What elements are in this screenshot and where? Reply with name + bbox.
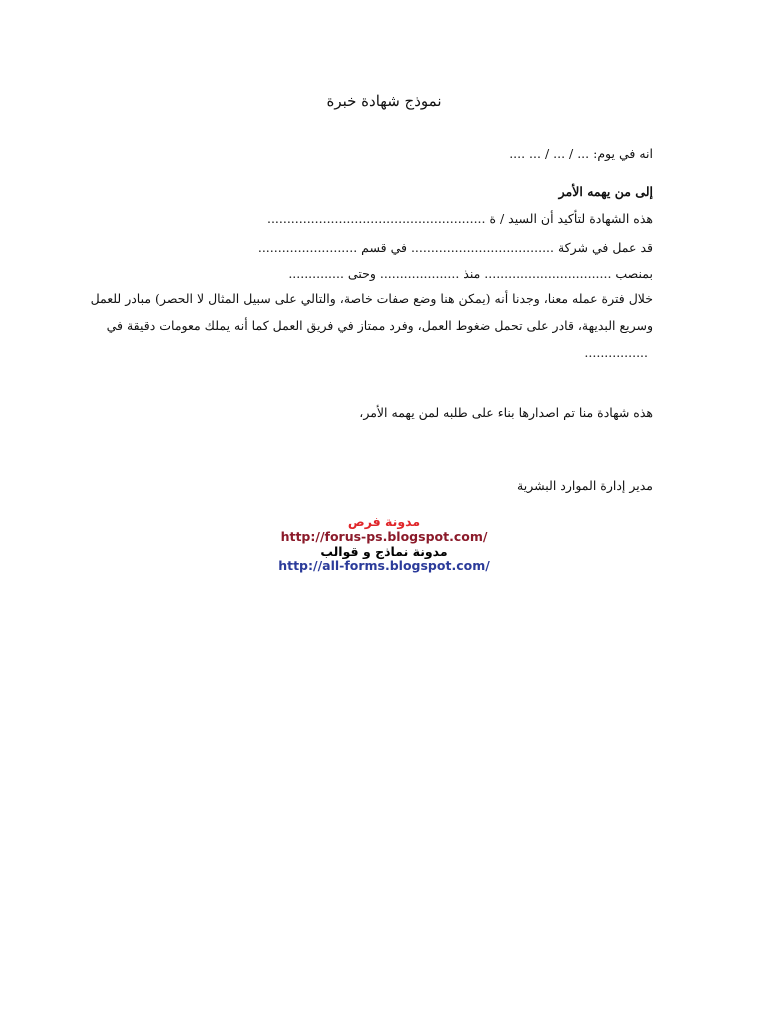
body-line-4: خلال فترة عمله معنا، وجدنا أنه (يمكن هنا وضع صفات خاصة، والتالي على سبيل المثال لا الحصر) مبادر للعمل — [90, 291, 653, 306]
blog1-url-link[interactable]: http://forus-ps.blogspot.com/ — [280, 529, 488, 544]
recipient-line: إلى من يهمه الأمر — [558, 184, 653, 199]
body-line-3: بمنصب ................................ منذ .................... وحتى .............. — [288, 266, 653, 281]
body-line-5: وسريع البديهة، قادر على تحمل ضغوط العمل، وفرد ممتاز في فريق العمل كما أنه يملك معومات دقيقة في — [106, 318, 653, 333]
blog2-name: مدونة نماذج و قوالب — [320, 544, 448, 559]
closing-line: هذه شهادة منا تم اصدارها بناء على طلبه لمن يهمه الأمر، — [359, 405, 653, 420]
date-line: انه في يوم: ... / ... / ... .... — [509, 146, 653, 161]
signature-line: مدير إدارة الموارد البشرية — [517, 478, 653, 493]
blog1-name: مدونة فرص — [347, 514, 421, 529]
body-line-1: هذه الشهادة لتأكيد أن السيد / ة ....................................................... — [266, 211, 653, 226]
body-line-6: ................ — [584, 345, 648, 360]
document-title: نموذج شهادة خبرة — [326, 92, 442, 110]
body-line-2: قد عمل في شركة .................................... في قسم ......................... — [257, 240, 653, 255]
blog2-url-link[interactable]: http://all-forms.blogspot.com/ — [278, 558, 490, 573]
